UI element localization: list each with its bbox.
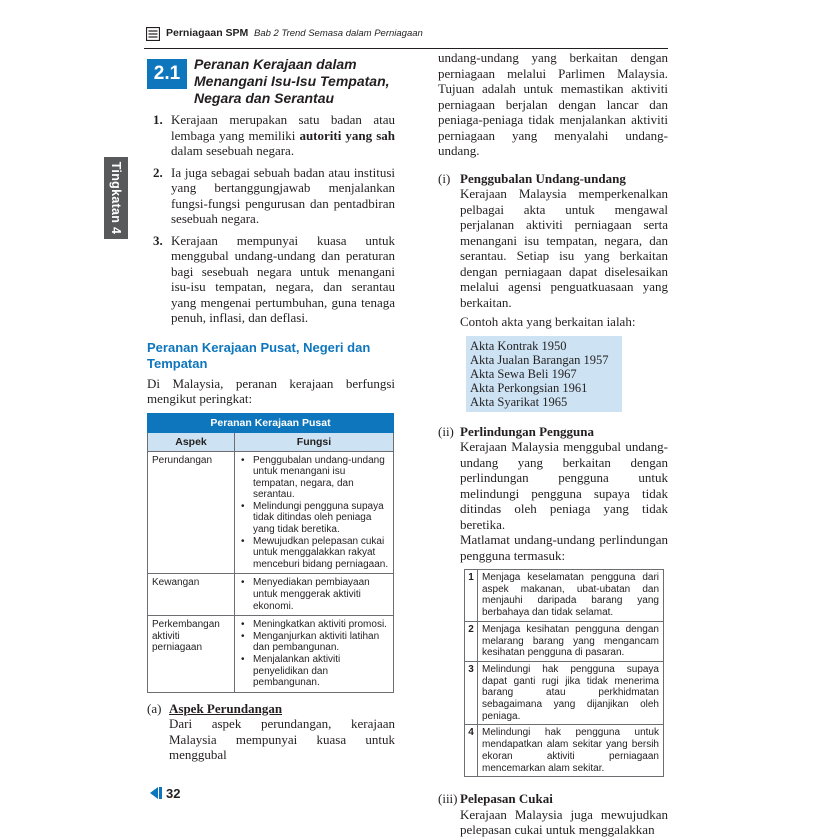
numbered-points bbox=[147, 112, 395, 326]
sub-ii-label: (ii) bbox=[438, 423, 454, 439]
table-cell bbox=[235, 574, 394, 616]
sub-i-text: Kerajaan Malaysia memperkenalkan pelbagai akta untuk mengawal perjalanan aktiviti perniagaan serta menangani isu tempatan, negara, dan serantau. Setiap isu yang berkaitan dengan perniagaan dapat diselesaikan melalui agensi penguatkuasaan yang berkaitan. bbox=[460, 186, 668, 310]
part-a-text: Dari aspek perundangan, kerajaan Malaysia mempunyai kuasa untuk menggubal bbox=[169, 716, 395, 763]
act-item: Akta Sewa Beli 1967 bbox=[470, 366, 577, 381]
goal-text: Menjaga keselamatan pengguna dari aspek makanan, ubat-ubatan dan menjauhi daripada barang yang berbahaya dan tidak selamat. bbox=[478, 570, 664, 622]
act-item: Akta Syarikat 1965 bbox=[470, 394, 568, 409]
table-row bbox=[465, 661, 664, 725]
act-item: Akta Perkongsian 1961 bbox=[470, 380, 588, 395]
bullet-text: Mewujudkan pelepasan cukai untuk menggalakkan rakyat menceburi bidang perniagaan. bbox=[253, 535, 389, 570]
column-header: Aspek bbox=[148, 432, 235, 451]
acts-intro: Contoh akta yang berkaitan ialah: bbox=[460, 314, 636, 329]
sub-iii-text: Kerajaan Malaysia juga mewujudkan pelepasan cukai untuk menggalakkan bbox=[460, 806, 668, 838]
bullet-text: Menyediakan pembiayaan untuk menggerak aktiviti ekonomi. bbox=[253, 577, 370, 612]
list-item bbox=[147, 112, 395, 159]
list-item bbox=[147, 233, 395, 326]
list-item: • Penggubalan undang-undang untuk menangani isu tempatan, negara, dan serantau. bbox=[241, 454, 385, 501]
table-cell: Kewangan bbox=[148, 574, 235, 616]
section-title-line: Negara dan Serantau bbox=[194, 90, 335, 106]
bullet-text: Meningkatkan aktiviti promosi. bbox=[253, 619, 387, 631]
point-text: Ia juga sebagai sebuah badan atau institusi yang bertanggungjawab menjalankan fungsi-fungsi pengurusan dan pentadbiran sesebuah negara. bbox=[171, 164, 395, 226]
table-row bbox=[148, 451, 394, 574]
part-a-label: (a) bbox=[147, 700, 162, 716]
act-item: Akta Kontrak 1950 bbox=[470, 338, 567, 353]
table-cell bbox=[235, 451, 394, 574]
subheading: Peranan Kerajaan Pusat, Negeri dan Tempatan bbox=[147, 339, 371, 371]
sub-ii bbox=[438, 424, 668, 440]
bullet-text: Melindungi pengguna supaya tidak ditindas oleh peniaga yang tidak beretika. bbox=[253, 500, 384, 536]
table-cell: Perkembangan aktiviti perniagaan bbox=[148, 616, 235, 693]
page-footer bbox=[150, 786, 180, 801]
list-item: • Menjalankan aktiviti penyelidikan dan pembangunan. bbox=[241, 654, 341, 689]
table-row bbox=[465, 570, 664, 622]
sub-iii-title: Pelepasan Cukai bbox=[460, 791, 553, 807]
list-item: • Meningkatkan aktiviti promosi. bbox=[241, 619, 387, 631]
list-item: • Menyediakan pembiayaan untuk menggerak aktiviti ekonomi. bbox=[241, 577, 370, 612]
column-header: Fungsi bbox=[235, 432, 394, 451]
chapter-title: Bab 2 Trend Semasa dalam Perniagaan bbox=[254, 28, 423, 39]
goal-number: 3 bbox=[465, 661, 478, 725]
section-title-line: Menangani Isu-Isu Tempatan, bbox=[194, 73, 390, 89]
book-icon bbox=[146, 27, 160, 41]
part-a bbox=[147, 701, 395, 717]
list-item bbox=[147, 165, 395, 227]
page-number: 32 bbox=[166, 786, 181, 801]
table-row bbox=[148, 574, 394, 616]
part-a-title: Aspek Perundangan bbox=[169, 700, 283, 716]
point-bold: autoriti yang sah bbox=[299, 127, 395, 143]
sub-ii-text: Kerajaan Malaysia menggubal undang-undang yang berkaitan dengan perlindungan pengguna untuk melindungi pengguna supaya tidak ditindas oleh peniaga yang tidak beretika. bbox=[460, 439, 668, 532]
side-tab-label: Tingkatan 4 bbox=[109, 161, 123, 235]
point-text: Kerajaan merupakan satu badan atau lembaga yang memiliki bbox=[171, 112, 395, 143]
bar-icon bbox=[159, 787, 162, 799]
sub-iii bbox=[438, 791, 668, 807]
sub-ii-title: Perlindungan Pengguna bbox=[460, 423, 595, 439]
sub-i-title: Penggubalan Undang-undang bbox=[460, 170, 626, 186]
role-table bbox=[147, 413, 394, 693]
arrow-left-icon bbox=[150, 787, 158, 799]
point-number: 2. bbox=[153, 164, 163, 180]
right-intro: undang-undang yang berkaitan dengan perniagaan melalui Parlimen Malaysia. Tujuan adalah untuk memastikan aktiviti perniagaan berjalan dengan lancar dan peniaga-peniaga tidak menjalankan aktiviti perniagaan yang menyalahi undang-undang. bbox=[438, 50, 668, 158]
goal-text: Melindungi hak pengguna untuk mendapatkan alam sekitar yang bersih ekoran aktiviti perniagaan mencemarkan alam sekitar. bbox=[478, 725, 664, 777]
left-column bbox=[147, 112, 395, 763]
list-item: • Menganjurkan aktiviti latihan dan pembangunan. bbox=[241, 630, 380, 654]
point-text-end: dalam sesebuah negara. bbox=[171, 143, 295, 158]
table-row bbox=[148, 616, 394, 693]
bullet-text: Penggubalan undang-undang untuk menangani isu tempatan, negara, dan serantau. bbox=[253, 454, 385, 501]
point-number: 1. bbox=[153, 112, 163, 127]
bullet-text: Menganjurkan aktiviti latihan dan pembangunan. bbox=[253, 630, 380, 654]
sub-i bbox=[438, 171, 668, 187]
table-row bbox=[465, 621, 664, 661]
goal-number: 1 bbox=[465, 570, 478, 622]
section-title bbox=[194, 56, 404, 107]
table-cell: Perundangan bbox=[148, 451, 235, 574]
sub-iii-label: (iii) bbox=[438, 791, 458, 807]
goal-number: 4 bbox=[465, 725, 478, 777]
goals-intro: Matlamat undang-undang perlindungan pengguna termasuk: bbox=[460, 532, 668, 563]
page-header bbox=[144, 26, 668, 49]
list-item: • Melindungi pengguna supaya tidak ditindas oleh peniaga yang tidak beretika. bbox=[241, 500, 384, 536]
table-row bbox=[465, 725, 664, 777]
list-item: • Mewujudkan pelepasan cukai untuk menggalakkan rakyat menceburi bidang perniagaan. bbox=[241, 535, 389, 570]
sub-i-label: (i) bbox=[438, 170, 451, 186]
goal-text: Melindungi hak pengguna supaya dapat ganti rugi jika tidak menerima barang atau perkhidmatan sebagaimana yang dijanjikan oleh peniaga. bbox=[478, 661, 664, 725]
right-column bbox=[438, 50, 668, 838]
table-caption: Peranan Kerajaan Pusat bbox=[148, 413, 394, 432]
point-text: Kerajaan mempunyai kuasa untuk menggubal undang-undang dan peraturan bagi sesebuah negara untuk menangani isu-isu tempatan, negara, dan serantau yang mengenai pertumbuhan, guna tenaga penuh, inflasi, dan deflasi. bbox=[171, 232, 395, 325]
act-item: Akta Jualan Barangan 1957 bbox=[470, 352, 609, 367]
acts-box bbox=[466, 336, 622, 412]
section-title-line: Peranan Kerajaan dalam bbox=[194, 56, 357, 72]
goal-text: Menjaga kesihatan pengguna dengan melarang barang yang mengancam kesihatan pengguna di pasaran. bbox=[478, 621, 664, 661]
intro-text: Di Malaysia, peranan kerajaan berfungsi mengikut peringkat: bbox=[147, 375, 395, 406]
table-cell bbox=[235, 616, 394, 693]
section-number: 2.1 bbox=[147, 59, 187, 89]
bullet-text: Menjalankan aktiviti penyelidikan dan pembangunan. bbox=[253, 654, 341, 689]
point-number: 3. bbox=[153, 232, 163, 248]
goals-table bbox=[464, 569, 664, 777]
goal-number: 2 bbox=[465, 621, 478, 661]
book-title: Perniagaan SPM bbox=[166, 27, 249, 39]
